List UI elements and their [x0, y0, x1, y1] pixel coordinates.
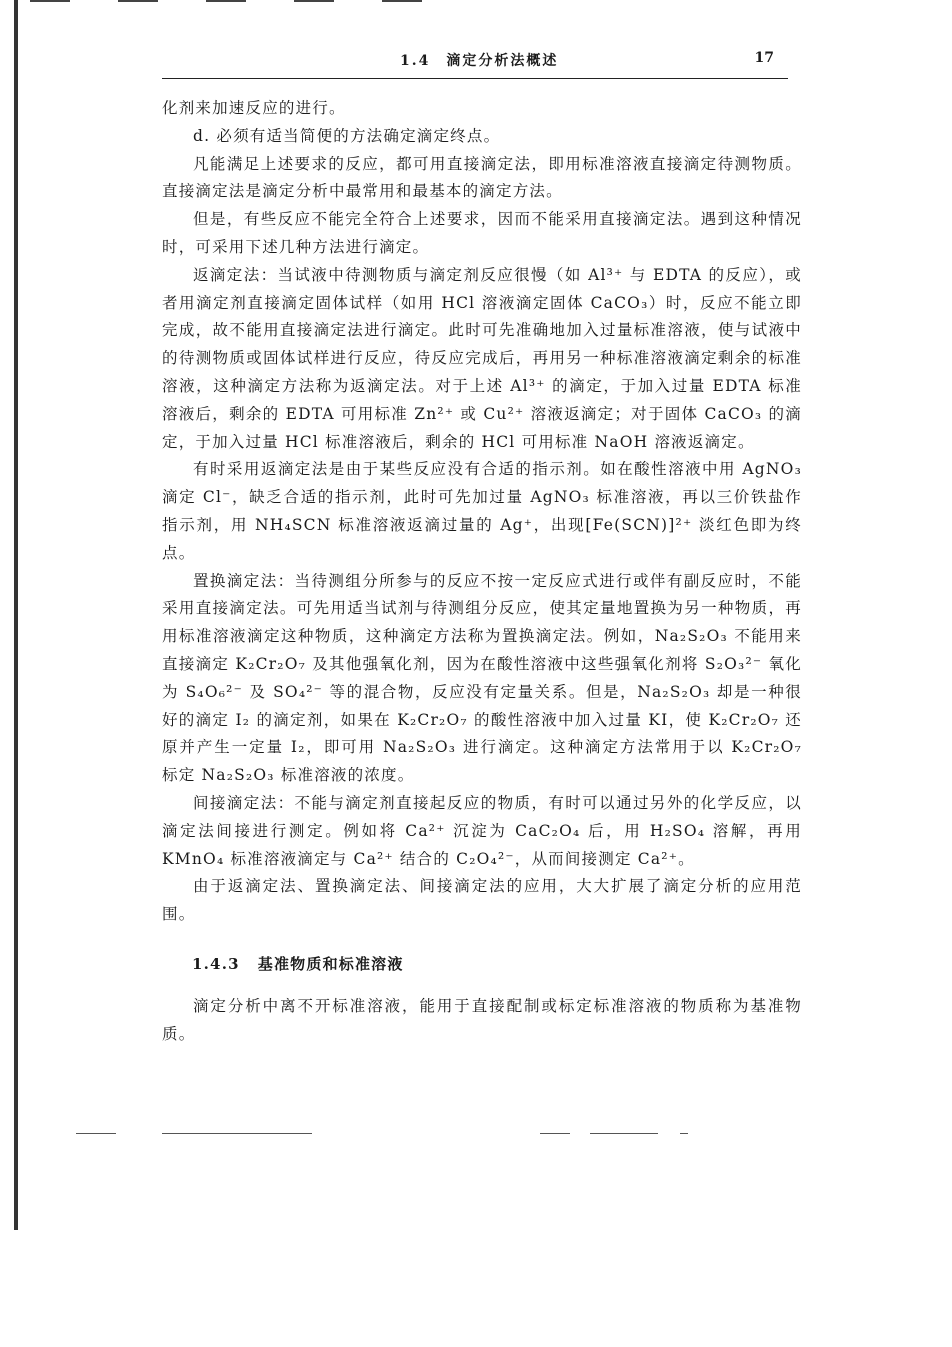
paragraph: 但是，有些反应不能完全符合上述要求，因而不能采用直接滴定法。遇到这种情况时，可采用下述几种方法进行滴定。 [162, 210, 802, 256]
paragraph: 置换滴定法：当待测组分所参与的反应不按一定反应式进行或伴有副反应时，不能采用直接滴定法。可先用适当试剂与待测组分反应，使其定量地置换为另一种物质，再用标准溶液滴定这种物质，这种滴定方法称为置换滴定法。例如，Na₂S₂O₃ 不能用来直接滴定 K₂Cr₂O₇ 及其他强氧化剂，因为在酸性溶液中这些强氧化剂将 S₂O₃²⁻ 氧化为 S₄O₆²⁻ 及 SO₄²⁻ 等的混合物，反应没有定量关系。但是，Na₂S₂O₃ 却是一种很好的滴定 I₂ 的滴定剂，如果在 K₂Cr₂O₇ 的酸性溶液中加入过量 KI，使 K₂Cr₂O₇ 还原并产生一定量 I₂，即可用 Na₂S₂O₃ 进行滴定。这种滴定方法常用于以 K₂Cr₂O₇ 标定 Na₂S₂O₃ 标准溶液的浓度。 [162, 571, 802, 785]
paragraph: 有时采用返滴定法是由于某些反应没有合适的指示剂。如在酸性溶液中用 AgNO₃ 滴定 Cl⁻，缺乏合适的指示剂，此时可先加过量 AgNO₃ 标准溶液，再以三价铁盐作指示剂，用 NH₄SCN 标准溶液返滴过量的 Ag⁺，出现[Fe(SCN)]²⁺ 淡红色即为终点。 [162, 460, 802, 562]
page-body [162, 95, 802, 1048]
paragraph: d. 必须有适当简便的方法确定滴定终点。 [193, 126, 501, 145]
paragraph: 凡能满足上述要求的反应，都可用直接滴定法，即用标准溶液直接滴定待测物质。直接滴定法是滴定分析中最常用和最基本的滴定方法。 [162, 154, 802, 201]
paragraph: 返滴定法：当试液中待测物质与滴定剂反应很慢（如 Al³⁺ 与 EDTA 的反应），或者用滴定剂直接滴定固体试样（如用 HCl 溶液滴定固体 CaCO₃）时，反应不能立即完成，故不能用直接滴定法进行滴定。此时可先准确地加入过量标准溶液，使与试液中的待测物质或固体试样进行反应，待反应完成后，再用另一种标准溶液滴定剩余的标准溶液，这种滴定方法称为返滴定法。对于上述 Al³⁺ 的滴定，于加入过量 EDTA 标准溶液后，剩余的 EDTA 可用标准 Zn²⁺ 或 Cu²⁺ 溶液返滴定；对于固体 CaCO₃ 的滴定，于加入过量 HCl 标准溶液后，剩余的 HCl 可用标准 NaOH 溶液返滴定。 [162, 265, 802, 451]
paragraph: 化剂来加速反应的进行。 [162, 99, 346, 117]
section-heading [162, 951, 802, 979]
scan-bottom-marks [0, 1133, 952, 1137]
page-binding-edge [0, 0, 18, 1230]
scan-top-marks [0, 0, 952, 4]
paragraph: 由于返滴定法、置换滴定法、间接滴定法的应用，大大扩展了滴定分析的应用范围。 [162, 877, 802, 924]
section-number: 1.4.3 [192, 954, 240, 973]
header-section-title: 1.4 滴定分析法概述 [400, 53, 559, 69]
section-title: 基准物质和标准溶液 [257, 954, 404, 973]
paragraph: 间接滴定法：不能与滴定剂直接起反应的物质，有时可以通过另外的化学反应，以滴定法间接进行测定。例如将 Ca²⁺ 沉淀为 CaC₂O₄ 后，用 H₂SO₄ 溶解，再用 KMnO₄ 标准溶液滴定与 Ca²⁺ 结合的 C₂O₄²⁻，从而间接测定 Ca²⁺。 [162, 793, 802, 868]
paragraph: 滴定分析中离不开标准溶液，能用于直接配制或标定标准溶液的物质称为基准物质。 [162, 996, 802, 1043]
page-number: 17 [754, 50, 774, 66]
running-header [162, 50, 788, 79]
